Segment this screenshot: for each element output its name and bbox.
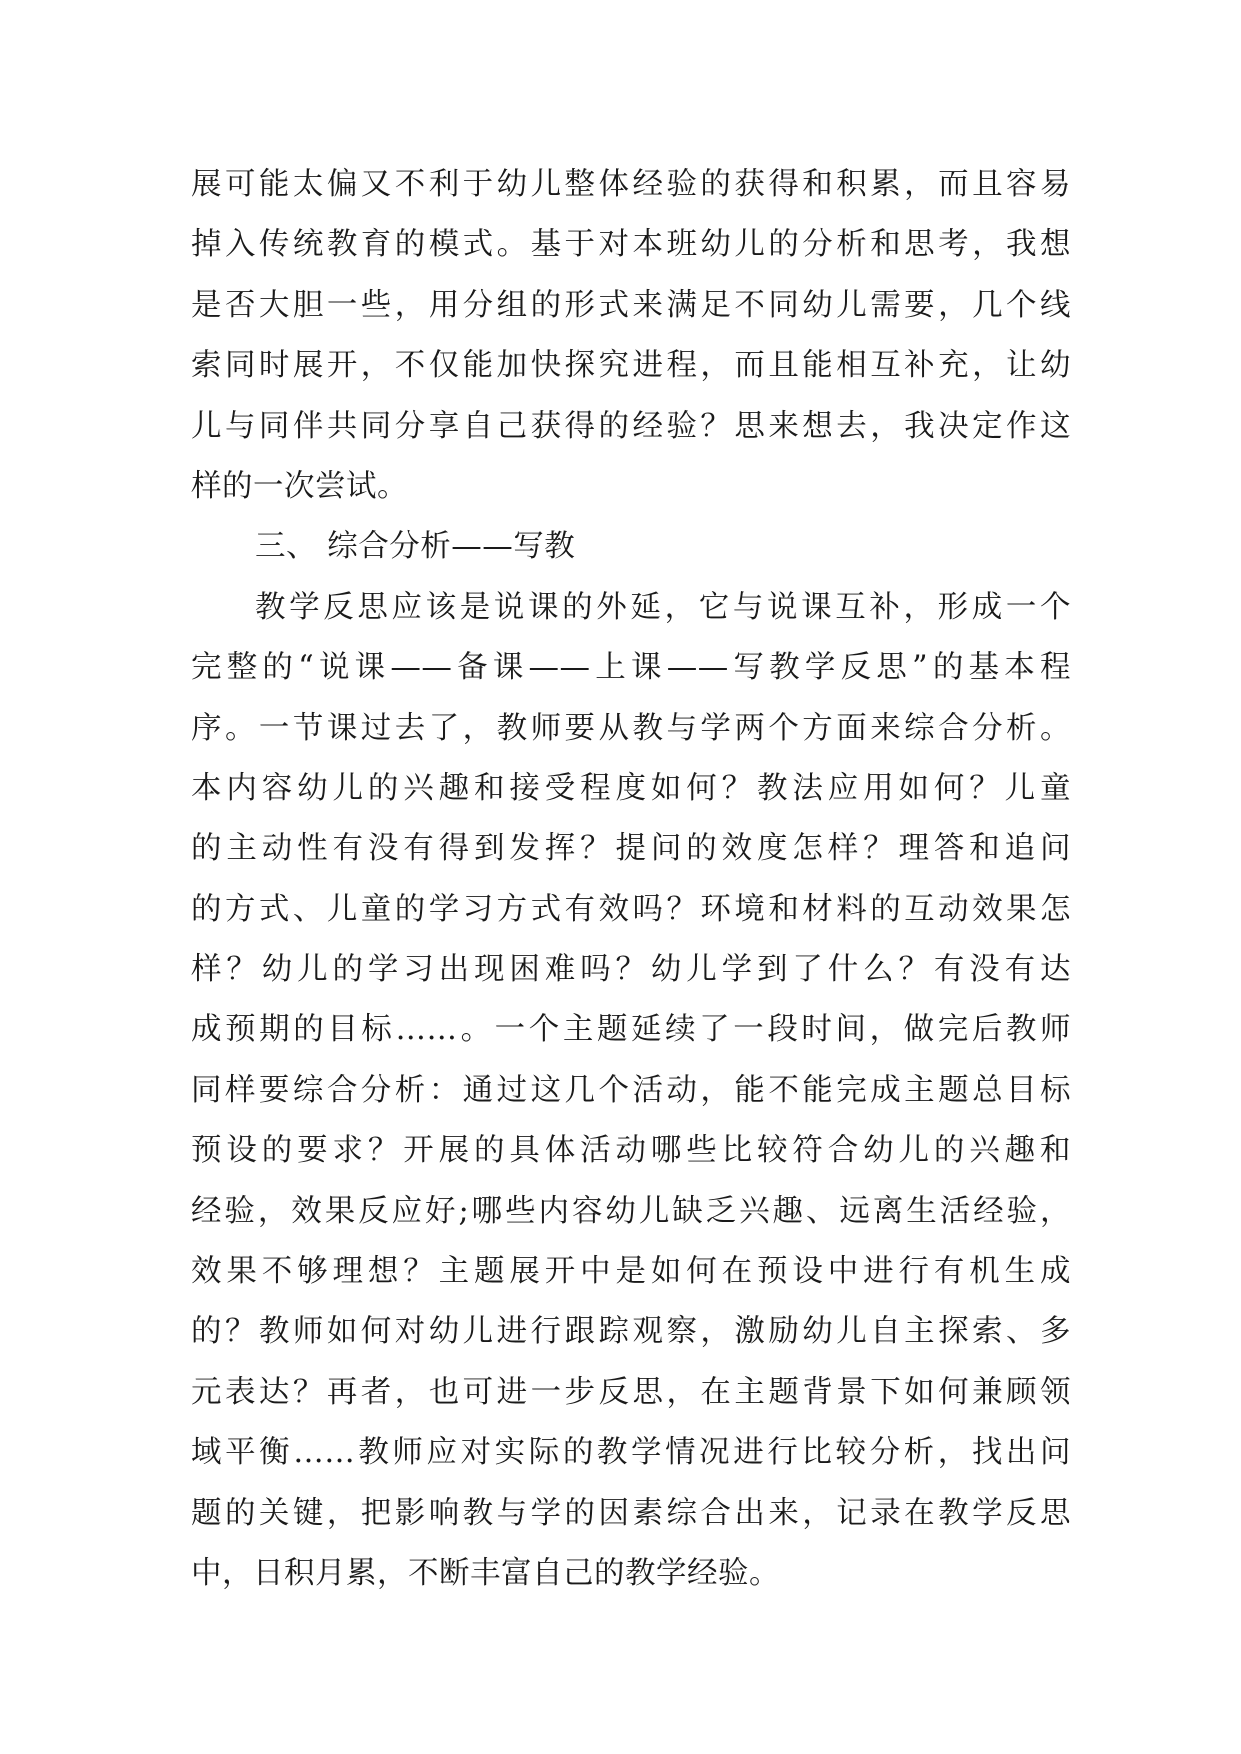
text-line: 预设的要求？开展的具体活动哪些比较符合幼儿的兴趣和 — [191, 1133, 1071, 1169]
text-line: 序。一节课过去了，教师要从教与学两个方面来综合分析。 — [191, 710, 1071, 746]
text-line: 元表达？再者，也可进一步反思，在主题背景下如何兼顾领 — [191, 1374, 1071, 1410]
text-line: 的主动性有没有得到发挥？提问的效度怎样？理答和追问 — [191, 831, 1071, 867]
text-line: 展可能太偏又不利于幼儿整体经验的获得和积累，而且容易 — [191, 167, 1071, 202]
text-line: 是否大胆一些，用分组的形式来满足不同幼儿需要，几个线 — [191, 287, 1071, 323]
text-line: 域平衡……教师应对实际的教学情况进行比较分析，找出问 — [191, 1435, 1071, 1471]
text-line: 样？幼儿的学习出现困难吗？幼儿学到了什么？有没有达 — [191, 952, 1071, 988]
text-line: 同样要综合分析：通过这几个活动，能不能完成主题总目标 — [191, 1072, 1071, 1108]
text-line: 掉入传统教育的模式。基于对本班幼儿的分析和思考，我想 — [191, 227, 1071, 263]
text-line: 索同时展开，不仅能加快探究进程，而且能相互补充，让幼 — [191, 348, 1071, 384]
body-text — [191, 155, 1071, 1604]
text-line: 成预期的目标……。一个主题延续了一段时间，做完后教师 — [191, 1012, 1071, 1048]
text-line: 完整的“说课——备课——上课——写教学反思”的基本程 — [191, 650, 1071, 686]
text-line: 的？教师如何对幼儿进行跟踪观察，激励幼儿自主探索、多 — [191, 1314, 1071, 1350]
text-line: 中，日积月累，不断丰富自己的教学经验。 — [191, 1555, 780, 1591]
text-line: 教学反思应该是说课的外延，它与说课互补，形成一个 — [255, 589, 1071, 625]
text-line: 题的关键，把影响教与学的因素综合出来，记录在教学反思 — [191, 1495, 1071, 1531]
text-line: 效果不够理想？主题展开中是如何在预设中进行有机生成 — [191, 1254, 1071, 1290]
text-line: 儿与同伴共同分享自己获得的经验？思来想去，我决定作这 — [191, 408, 1071, 444]
text-line: 样的一次尝试。 — [191, 468, 408, 504]
text-line: 本内容幼儿的兴趣和接受程度如何？教法应用如何？儿童 — [191, 770, 1071, 806]
text-line: 的方式、儿童的学习方式有效吗？环境和材料的互动效果怎 — [191, 891, 1071, 927]
text-line: 经验，效果反应好;哪些内容幼儿缺乏兴趣、远离生活经验， — [191, 1193, 1071, 1229]
section-heading: 三、 综合分析——写教 — [255, 529, 576, 565]
